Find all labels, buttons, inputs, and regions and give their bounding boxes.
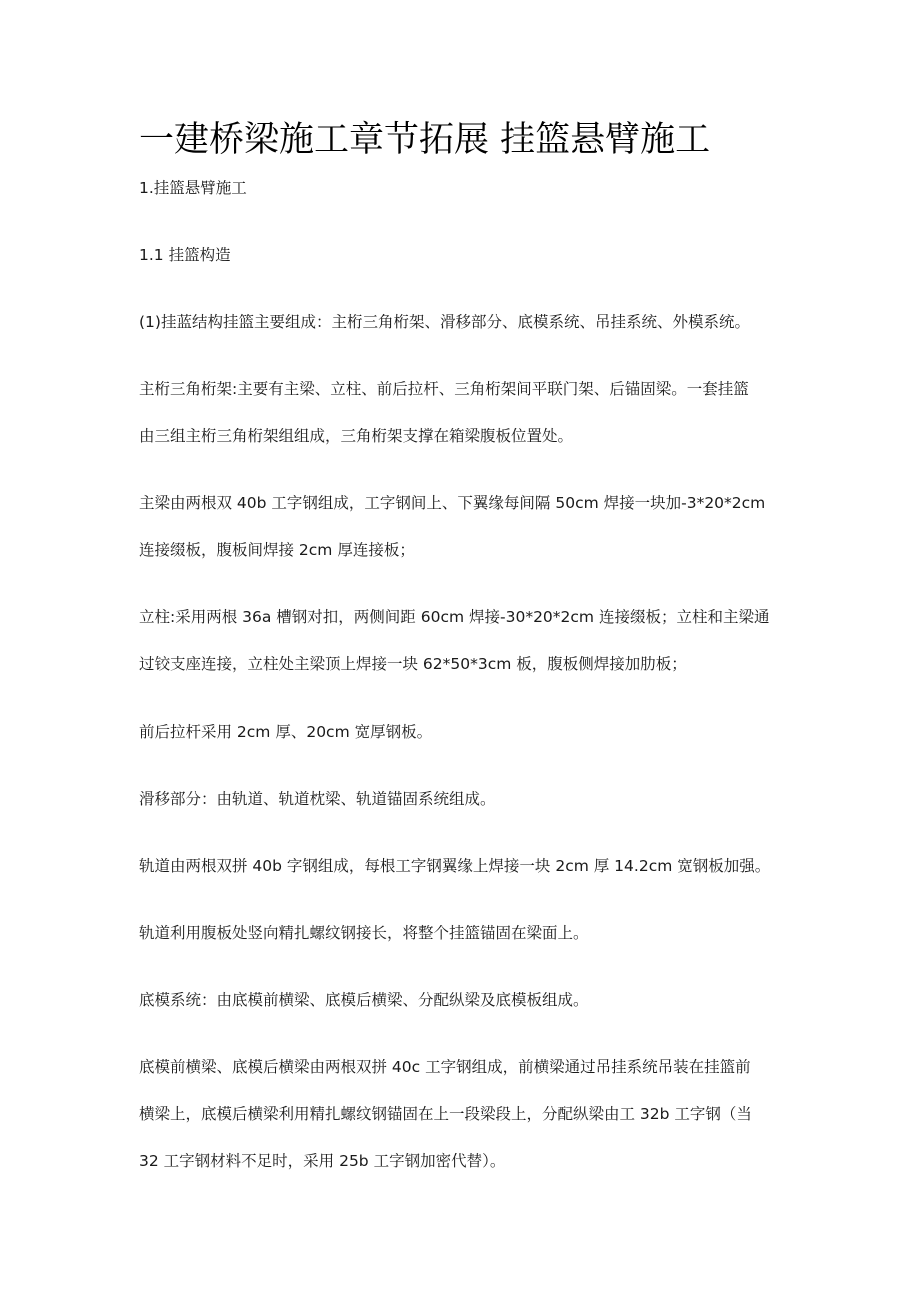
text-line: 1.1 挂篮构造 bbox=[139, 246, 231, 264]
paragraph-column bbox=[139, 594, 789, 688]
text-line: 轨道利用腹板处竖向精扎螺纹钢接长，将整个挂篮锚固在梁面上。 bbox=[139, 924, 589, 942]
text-line: 过铰支座连接，立柱处主梁顶上焊接一块 62*50*3cm 板，腹板侧焊接加肋板； bbox=[139, 655, 687, 673]
section-heading-1 bbox=[139, 165, 789, 212]
text-line: 连接缀板，腹板间焊接 2cm 厚连接板； bbox=[139, 541, 415, 559]
text-line: 轨道由两根双拼 40b 字钢组成，每根工字钢翼缘上焊接一块 2cm 厚 14.2cm 宽钢板加强。 bbox=[139, 857, 771, 875]
paragraph-sliding-part bbox=[139, 776, 789, 823]
paragraph-main-truss bbox=[139, 366, 789, 460]
text-line: 主桁三角桁架:主要有主梁、立柱、前后拉杆、三角桁架间平联门架、后锚固梁。一套挂篮 bbox=[139, 380, 749, 398]
text-line: 底模前横梁、底模后横梁由两根双拼 40c 工字钢组成，前横梁通过吊挂系统吊装在挂篮前 bbox=[139, 1058, 751, 1076]
paragraph-tie-rods bbox=[139, 709, 789, 756]
text-line: 滑移部分：由轨道、轨道枕梁、轨道锚固系统组成。 bbox=[139, 790, 496, 808]
text-line: (1)挂蓝结构挂篮主要组成：主桁三角桁架、滑移部分、底模系统、吊挂系统、外模系统。 bbox=[139, 313, 750, 331]
text-line: 前后拉杆采用 2cm 厚、20cm 宽厚钢板。 bbox=[139, 723, 433, 741]
paragraph-track bbox=[139, 843, 789, 890]
text-line: 32 工字钢材料不足时，采用 25b 工字钢加密代替）。 bbox=[139, 1152, 506, 1170]
text-line: 横梁上，底模后横梁利用精扎螺纹钢锚固在上一段梁段上，分配纵梁由工 32b 工字钢（当 bbox=[139, 1105, 752, 1123]
paragraph-track-anchoring bbox=[139, 910, 789, 957]
section-heading-1-1 bbox=[139, 232, 789, 279]
paragraph-main-beam bbox=[139, 480, 789, 574]
paragraph-bottom-form-system bbox=[139, 977, 789, 1024]
paragraph-structure-overview bbox=[139, 299, 789, 346]
text-line: 底模系统：由底模前横梁、底模后横梁、分配纵梁及底模板组成。 bbox=[139, 991, 589, 1009]
text-line: 由三组主桁三角桁架组组成，三角桁架支撑在箱梁腹板位置处。 bbox=[139, 427, 574, 445]
paragraph-bottom-form-beams bbox=[139, 1044, 789, 1185]
text-line: 立柱:采用两根 36a 槽钢对扣，两侧间距 60cm 焊接-30*20*2cm 连接缀板；立柱和主梁通 bbox=[139, 608, 770, 626]
document-title: 一建桥梁施工章节拓展 挂篮悬臂施工 bbox=[139, 120, 711, 160]
text-line: 主梁由两根双 40b 工字钢组成，工字钢间上、下翼缘每间隔 50cm 焊接一块加-3*20*2cm bbox=[139, 494, 766, 512]
text-line: 1.挂篮悬臂施工 bbox=[139, 179, 247, 197]
